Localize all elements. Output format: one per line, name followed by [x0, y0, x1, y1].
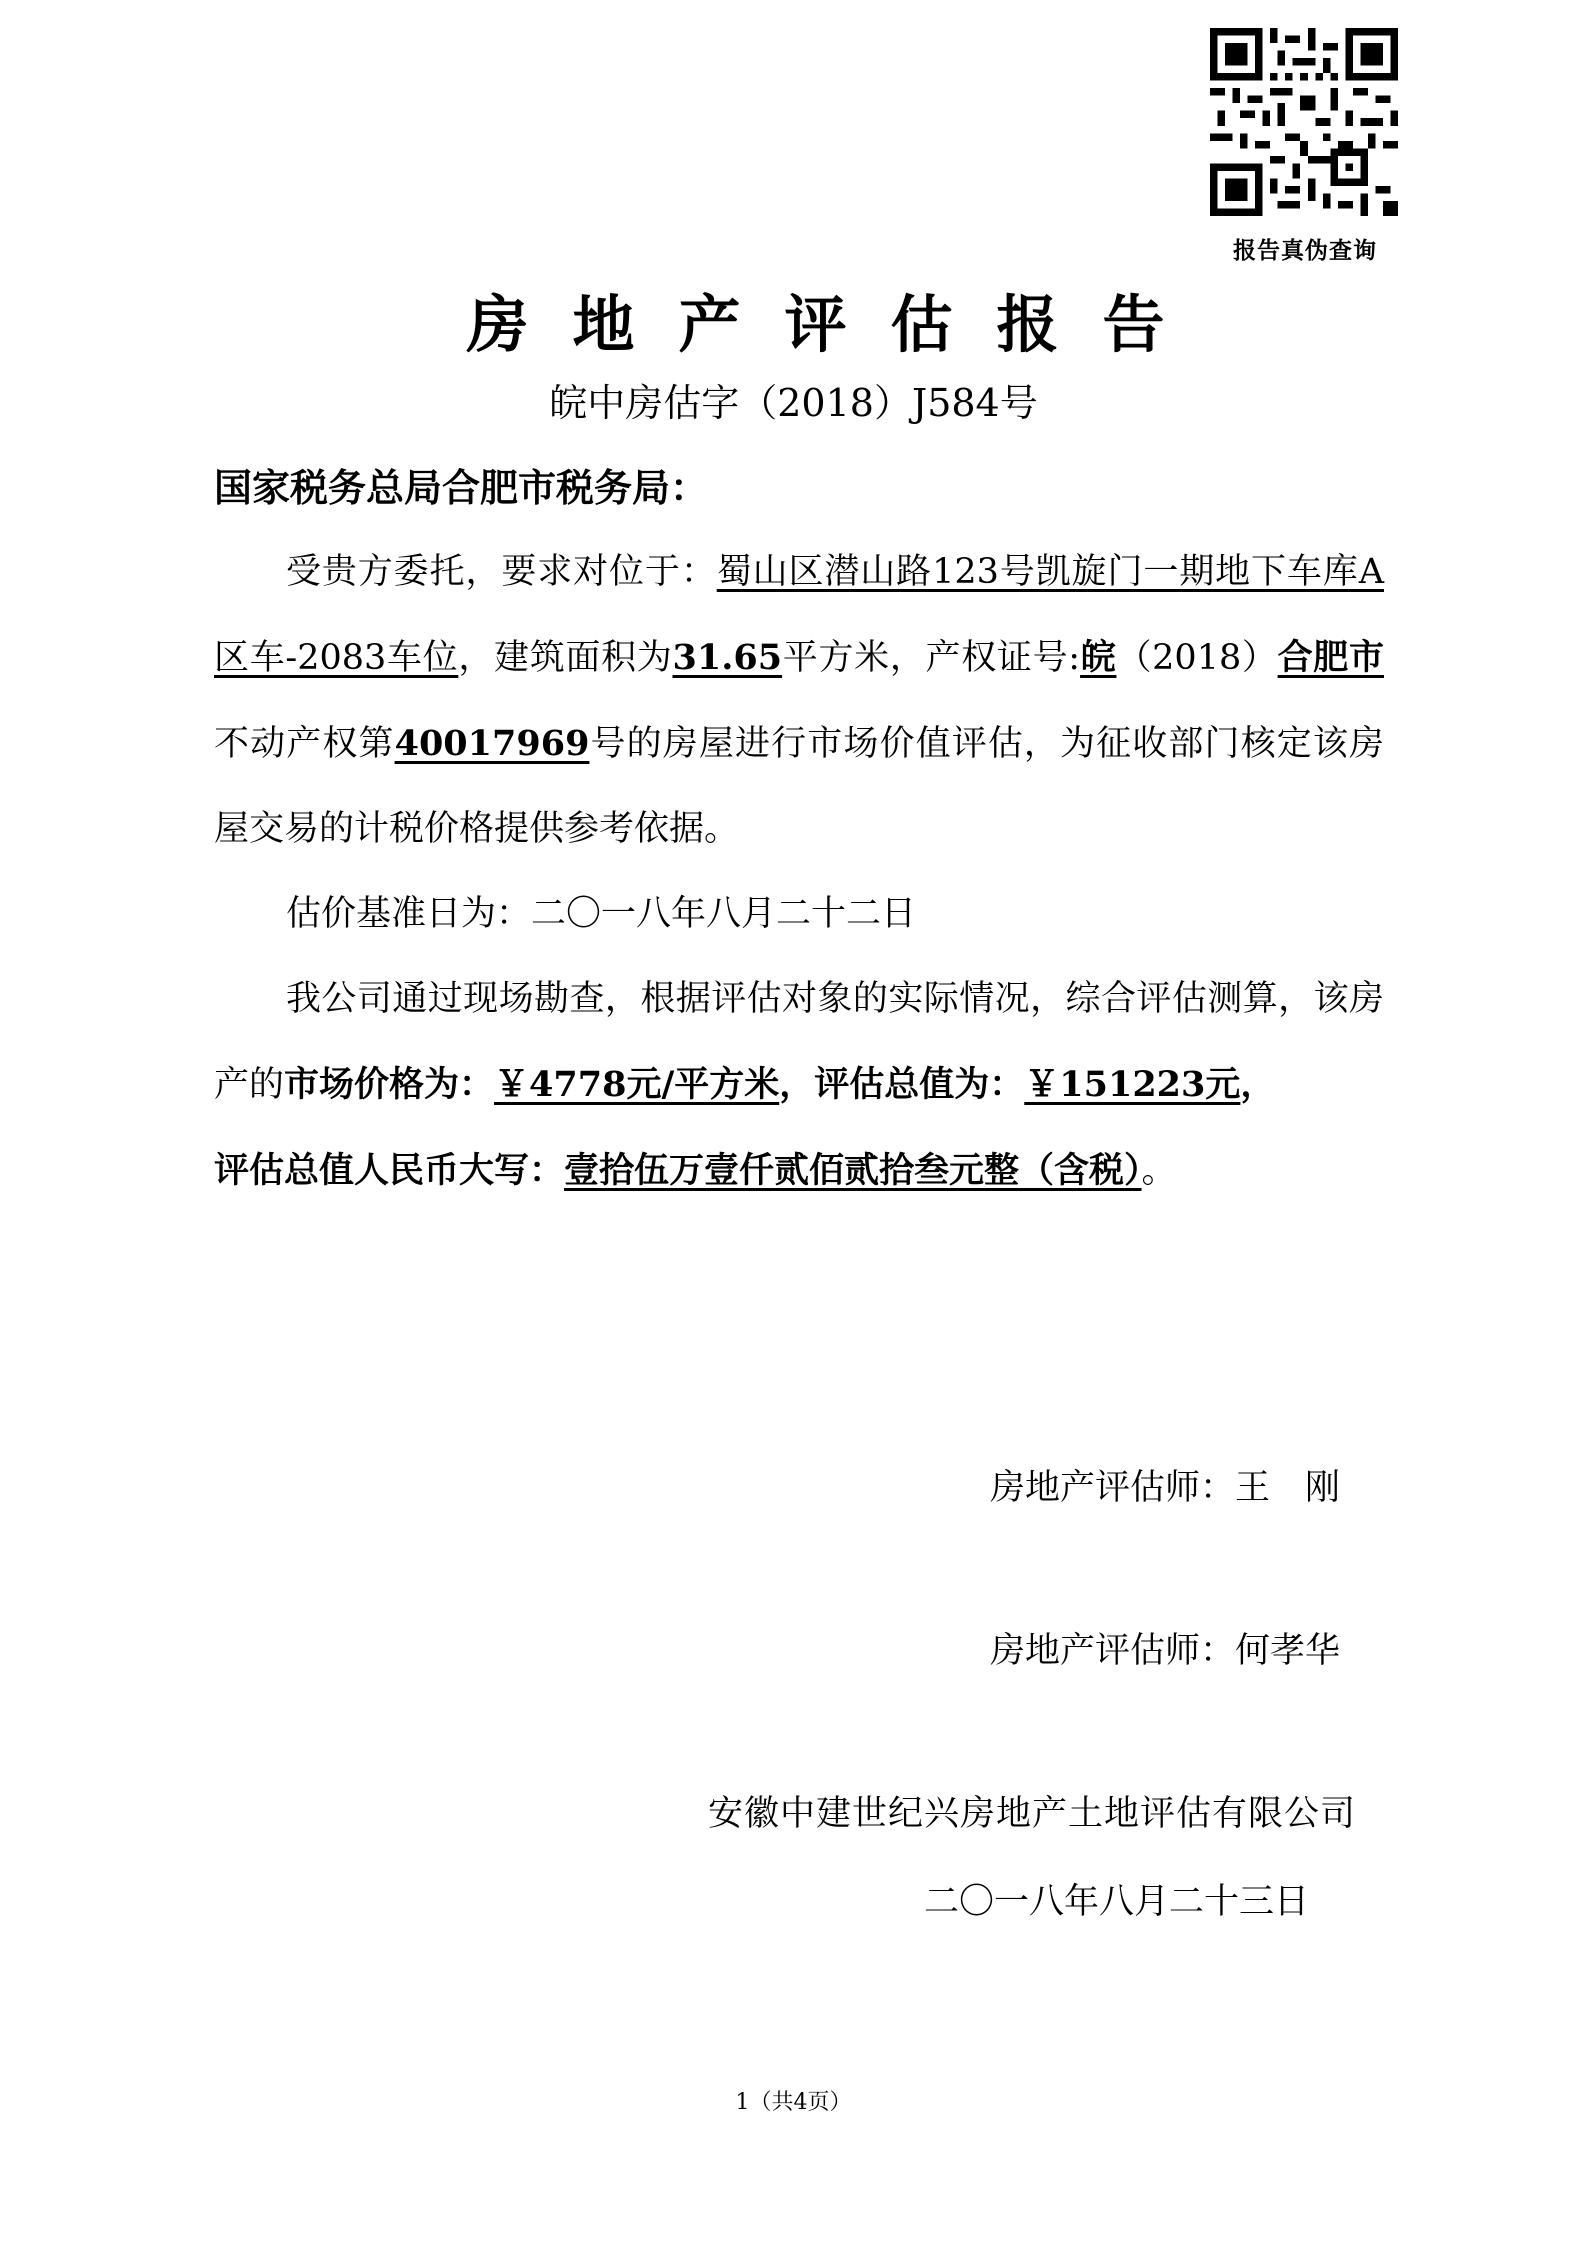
- rmb-amount-value: 壹拾伍万壹仟贰佰贰拾叁元整（含税）: [564, 1150, 1142, 1191]
- appraiser-signature-1: 房地产评估师：王 刚: [990, 1468, 1341, 1508]
- cert-number: 40017969: [394, 723, 590, 764]
- cert-province: 皖: [1080, 637, 1117, 678]
- company-name: 安徽中建世纪兴房地产土地评估有限公司: [708, 1794, 1357, 1834]
- appraiser-signature-2: 房地产评估师：何孝华: [990, 1631, 1341, 1671]
- total-value: ￥151223元: [1024, 1064, 1241, 1105]
- qr-caption: 报告真伪查询: [1233, 237, 1377, 264]
- document-number: 皖中房估字（2018）J584号: [549, 381, 1038, 425]
- report-date: 二〇一八年八月二十三日: [924, 1882, 1310, 1922]
- valuation-result-paragraph: 我公司通过现场勘查，根据评估对象的实际情况，综合评估测算，该房产的市场价格为：￥4778元/平方米，评估总值为：￥151223元， 评估总值人民币大写：壹拾伍万壹仟贰佰贰拾叁元整（含税）。: [214, 979, 1384, 1191]
- verification-qr-code[interactable]: [1210, 28, 1398, 216]
- report-title: 房地产评估报告: [466, 288, 1209, 361]
- page-footer: 1（共4页）: [735, 2090, 852, 2115]
- report-body: [214, 530, 1384, 1214]
- market-price-value: ￥4778元/平方米: [494, 1064, 780, 1105]
- market-price-label: 市场价格为：: [284, 1064, 495, 1105]
- property-address: 蜀山区潜山路123号凯旋门一期地下车库A区车-2083车位: [214, 552, 1384, 678]
- recipient: 国家税务总局合肥市税务局：: [214, 465, 709, 510]
- building-area: 31.65: [672, 637, 783, 678]
- rmb-amount-label: 评估总值人民币大写：: [214, 1150, 565, 1191]
- cert-city: 合肥市: [1277, 637, 1384, 678]
- valuation-date-paragraph: 估价基准日为：二〇一八年八月二十二日: [286, 894, 917, 934]
- total-value-label: 评估总值为：: [814, 1064, 1025, 1105]
- commission-paragraph: 受贵方委托，要求对位于：蜀山区潜山路123号凯旋门一期地下车库A区车-2083车位，建筑面积为31.65平方米，产权证号:皖（2018）合肥市不动产权第40017969号的房屋进行市场价值评估，为征收部门核定该房屋交易的计税价格提供参考依据。: [214, 552, 1384, 849]
